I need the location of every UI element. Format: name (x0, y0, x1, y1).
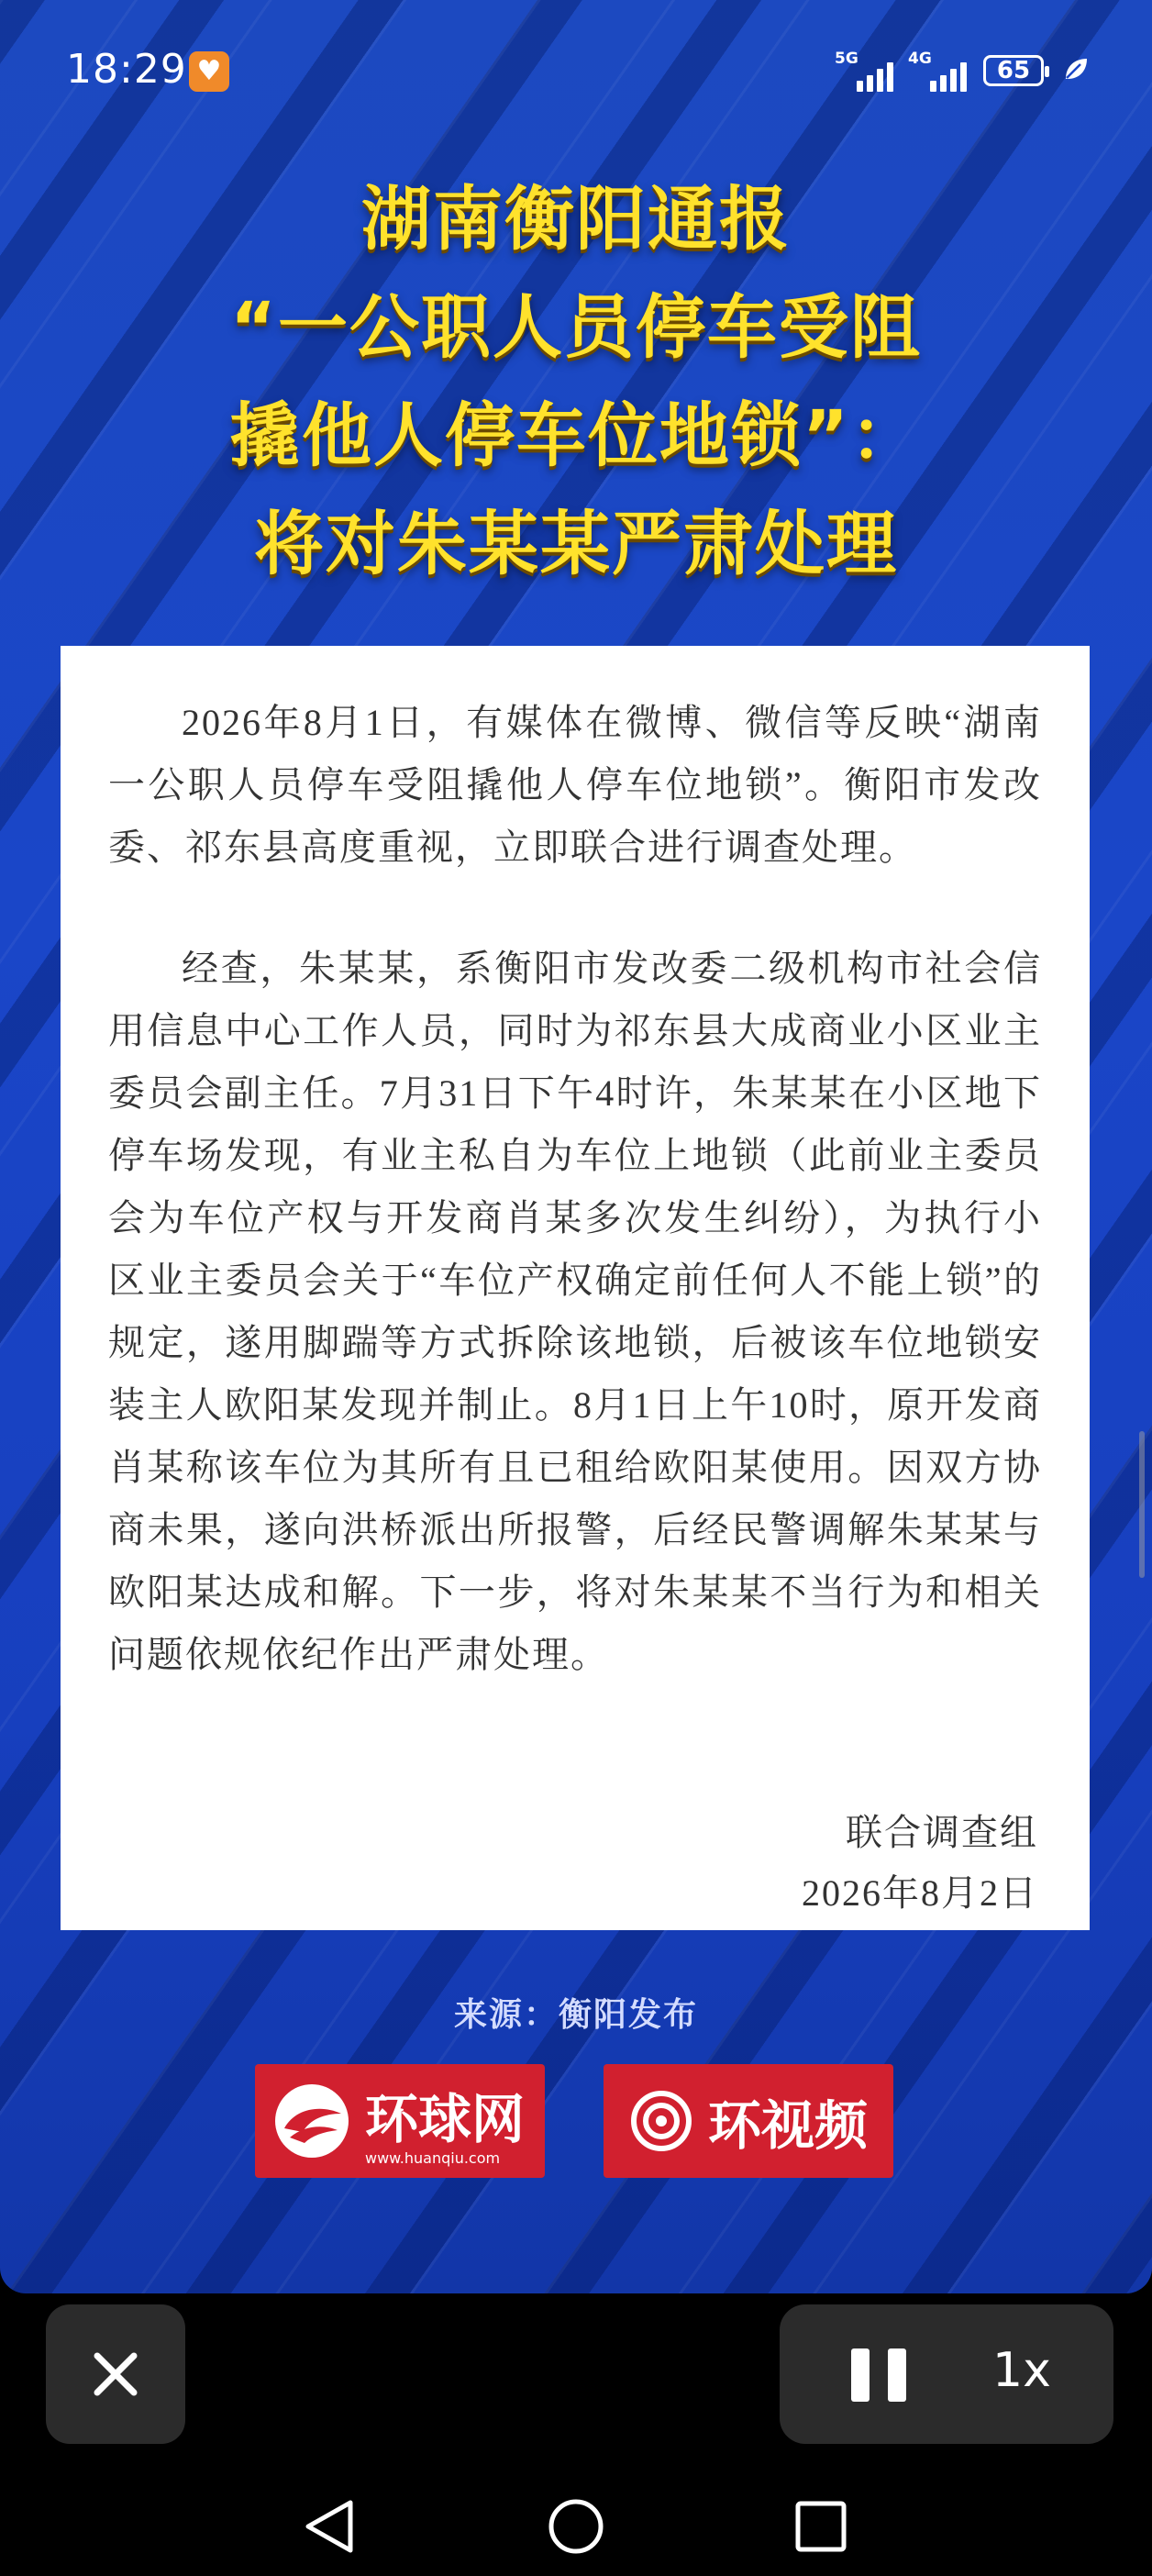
source-label: 来源：衡阳发布 (453, 1996, 698, 2034)
pause-icon[interactable] (851, 2348, 910, 2402)
headline-line: “一公职人员停车受阻 (230, 286, 922, 368)
notice-panel (61, 646, 1090, 1930)
playback-controls (780, 2304, 1113, 2444)
headline-line: 将对朱某某严肃处理 (254, 503, 898, 584)
headline-line: 湖南衡阳通报 (361, 178, 791, 260)
huanqiu-name: 环球网 (365, 2089, 526, 2149)
huanqiu-logo (255, 2064, 545, 2178)
home-nav-icon[interactable] (551, 2502, 601, 2551)
network-type-label: 5G (835, 50, 858, 68)
navigation-bar (0, 2477, 1152, 2576)
back-nav-icon[interactable] (308, 2503, 350, 2550)
notice-paragraph: 2026年8月1日，有媒体在微博、微信等反映“湖南一公职人员停车受阻撬他人停车位地锁”。衡阳市发改委、祁东县高度重视，立即联合进行调查处理。 (108, 702, 1042, 868)
close-icon (90, 2348, 141, 2400)
headline (0, 165, 1152, 598)
network-type-label: 4G (908, 50, 932, 68)
signature-org: 联合调查组 (846, 1812, 1038, 1853)
huanqiu-url: www.huanqiu.com (365, 2149, 501, 2167)
leaf-icon (1062, 55, 1090, 83)
huanshipin-emblem-icon (629, 2089, 693, 2153)
heart-notification-icon: ♥ (189, 51, 229, 92)
headline-line: 撬他人停车位地锁”： (230, 394, 922, 476)
huanshipin-name: 环视频 (707, 2096, 868, 2156)
huanqiu-emblem-icon (268, 2077, 356, 2165)
notice-paragraph: 经查，朱某某，系衡阳市发改委二级机构市社会信用信息中心工作人员，同时为祁东县大成商业小区业主委员会副主任。7月31日下午4时许，朱某某在小区地下停车场发现，有业主私自为车位上地锁（此前业主委员会为车位产权与开发商肖某多次发生纠纷），为执行小区业主委员会关于“车位产权确定前任何人不能上锁”的规定，遂用脚踹等方式拆除该地锁，后被该车位地锁安装主人欧阳某发现并制止。8月1日上午10时，原开发商肖某称该车位为其所有且已租给欧阳某使用。因双方协商未果，遂向洪桥派出所报警，后经民警调解朱某某与欧阳某达成和解。下一步，将对朱某某不当行为和相关问题依规依纪作出严肃处理。 (108, 948, 1042, 1675)
scrollbar[interactable] (1139, 1431, 1145, 1578)
signal-bars-icon (908, 50, 932, 68)
playback-speed-button[interactable]: 1x (992, 2343, 1051, 2398)
status-time: 18:29 (66, 46, 187, 93)
signal-bars-icon (835, 50, 858, 68)
battery-icon (983, 55, 1044, 86)
huanshipin-logo (604, 2064, 893, 2178)
signature-date: 2026年8月2日 (802, 1872, 1038, 1914)
recents-nav-icon[interactable] (798, 2504, 844, 2549)
battery-level: 65 (996, 57, 1031, 84)
close-button[interactable] (46, 2304, 185, 2444)
